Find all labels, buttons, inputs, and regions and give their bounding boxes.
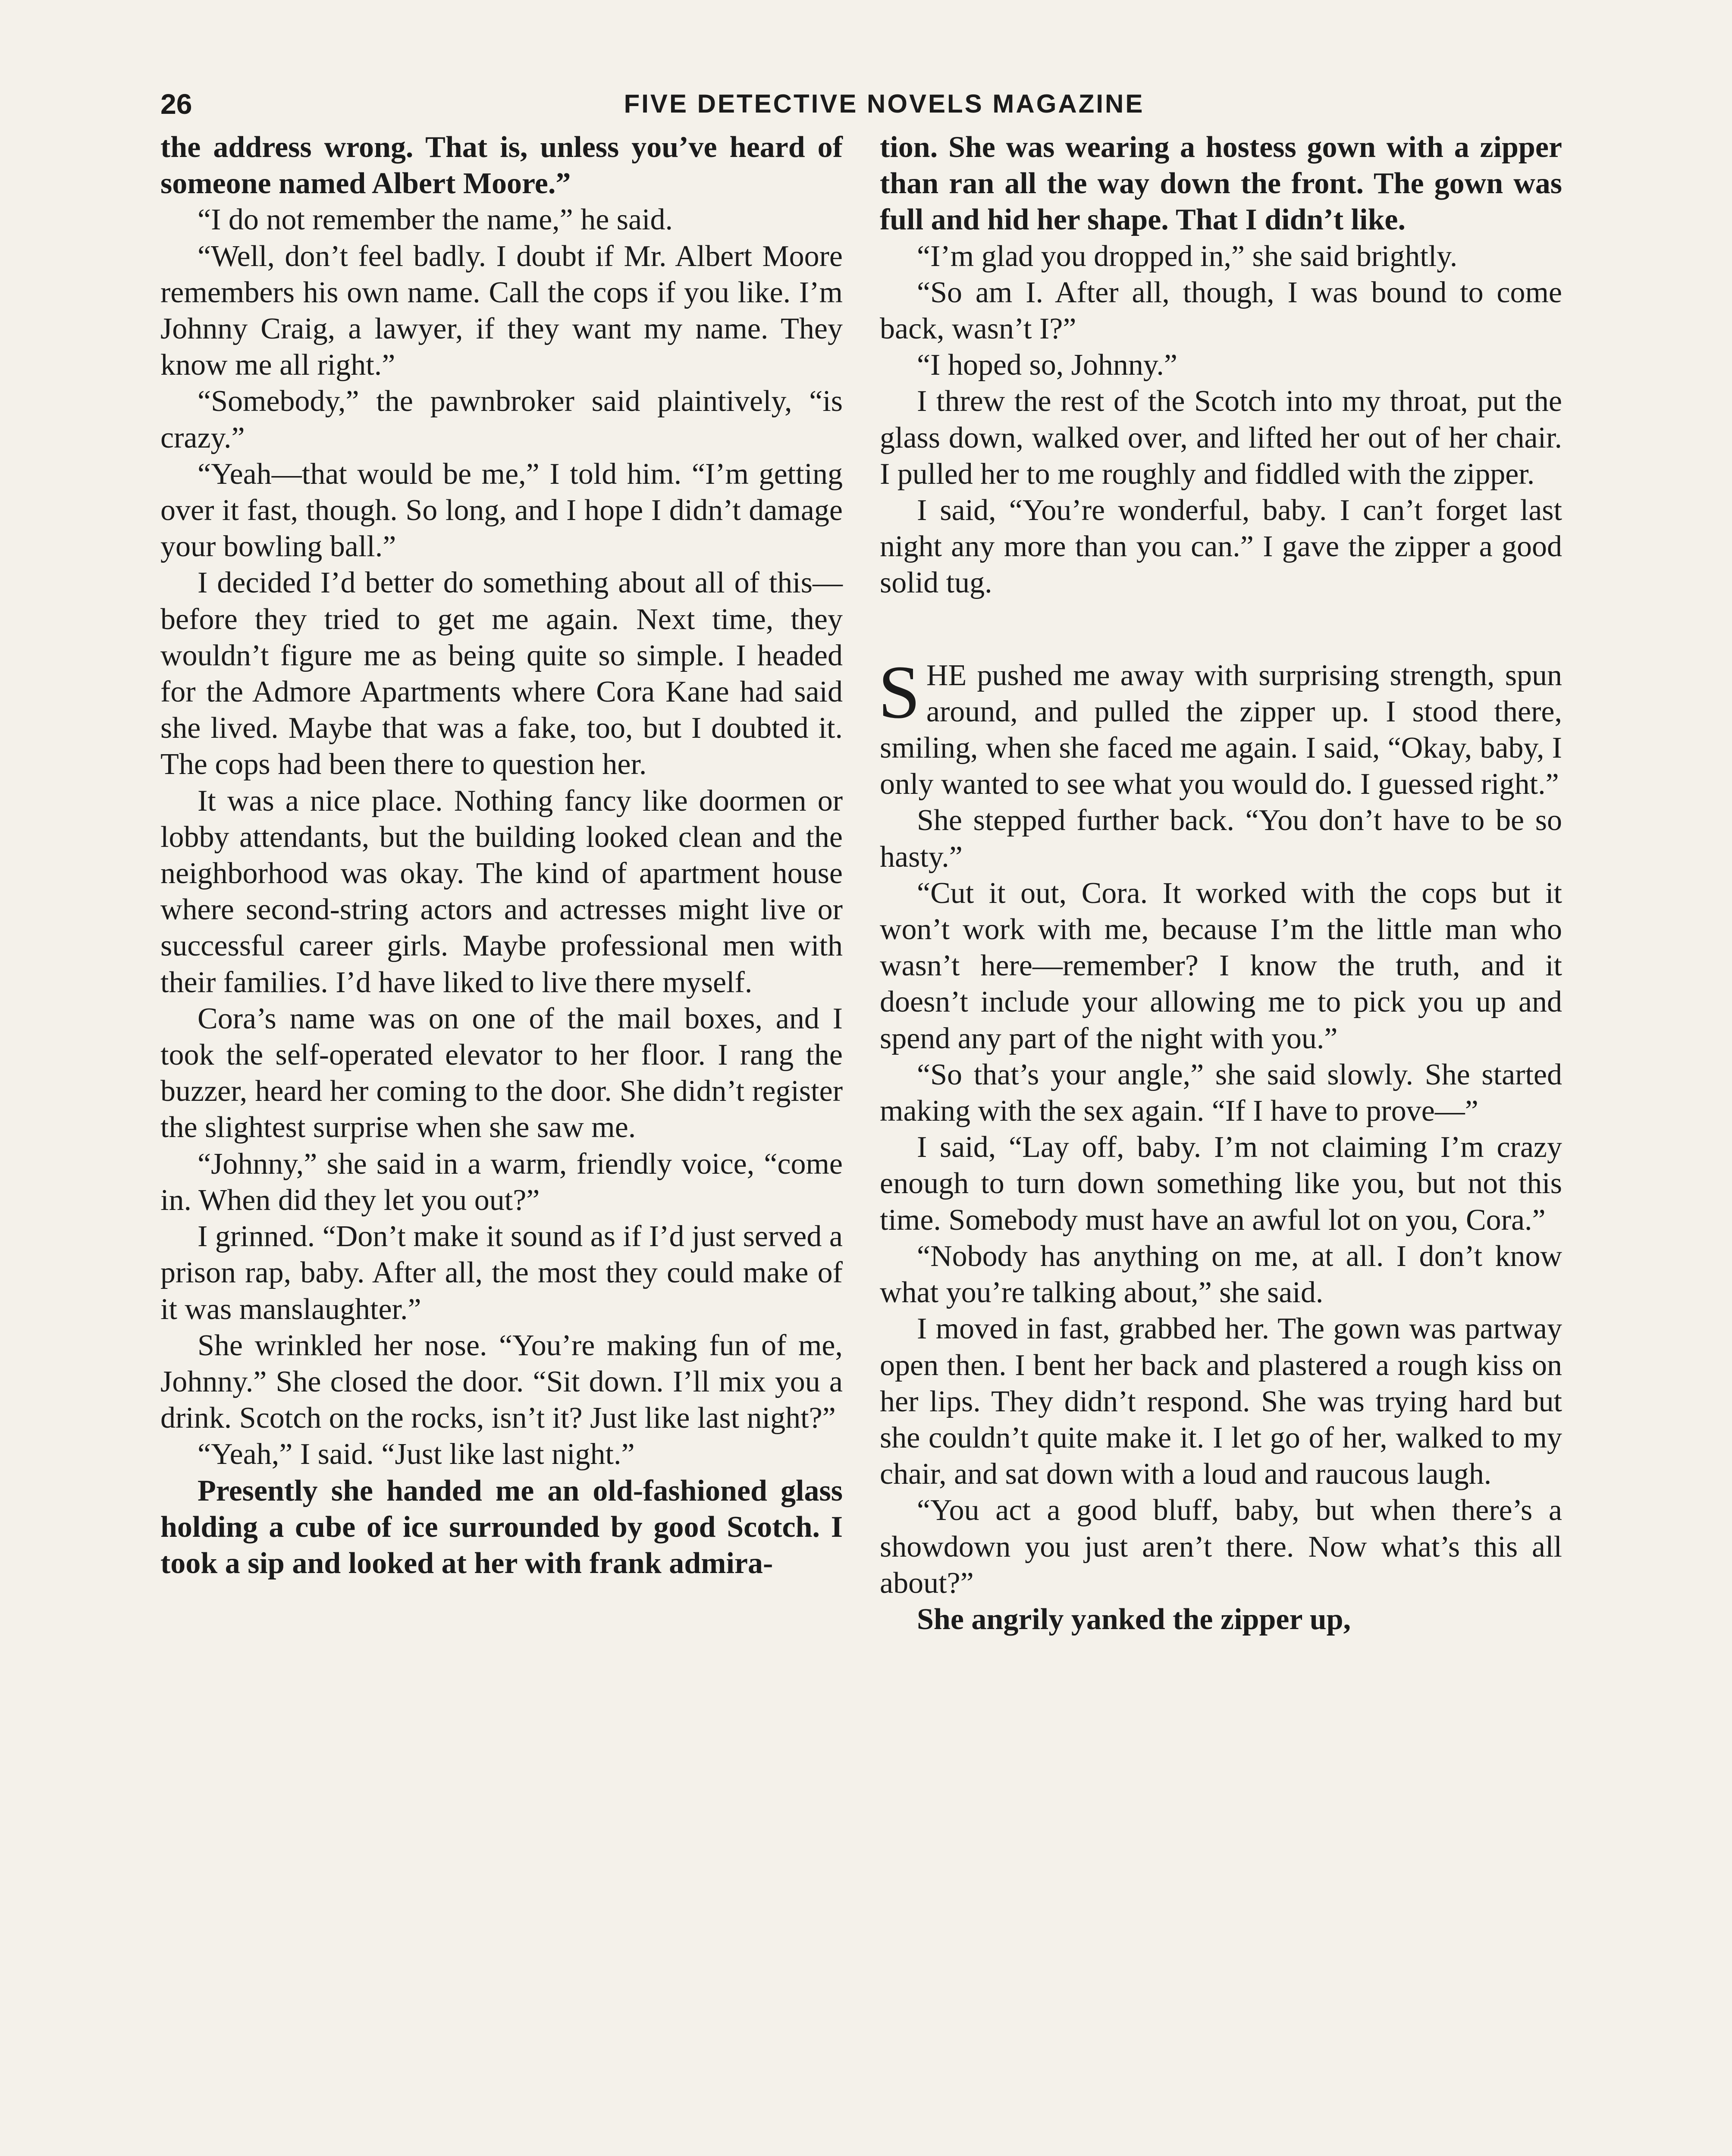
page-number: 26: [160, 88, 192, 120]
left-column: [160, 129, 843, 1582]
drop-cap: S: [878, 650, 920, 734]
paragraph: “You act a good bluff, baby, but when there’s a showdown you just aren’t there. Now what’s this all about?”: [880, 1494, 1562, 1600]
running-head: FIVE DETECTIVE NOVELS MAGAZINE: [624, 89, 1145, 118]
paragraph: the address wrong. That is, unless you’ve heard of someone named Albert Moore.”: [160, 131, 843, 201]
paragraph: Presently she handed me an old-fashioned glass holding a cube of ice surrounded by good Scotch. I took a sip and looked at her with frank admira-: [160, 1474, 843, 1580]
paragraph: tion. She was wearing a hostess gown with a zipper than ran all the way down the front. The gown was full and hid her shape. That I didn’t like.: [880, 131, 1562, 237]
paragraph: I said, “Lay off, baby. I’m not claiming I’m crazy enough to turn down something like you, but not this time. Somebody must have an awful lot on you, Cora.”: [880, 1131, 1562, 1237]
paragraph: I moved in fast, grabbed her. The gown was partway open then. I bent her back and plastered a rough kiss on her lips. They didn’t respond. She was trying hard but she couldn’t quite make it. I let go of her, walked to my chair, and sat down with a loud and raucous laugh.: [880, 1312, 1562, 1491]
paragraph: “So am I. After all, though, I was bound to come back, wasn’t I?”: [880, 276, 1562, 346]
page-header: [160, 85, 1608, 123]
paragraph: She angrily yanked the zipper up,: [917, 1602, 1351, 1636]
paragraph: She wrinkled her nose. “You’re making fun of me, Johnny.” She closed the door. “Sit down. I’ll mix you a drink. Scotch on the rocks, isn’t it? Just like last night?”: [160, 1329, 843, 1435]
paragraph: “Nobody has anything on me, at all. I don’t know what you’re talking about,” she said.: [880, 1239, 1562, 1310]
paragraph: “Yeah—that would be me,” I told him. “I’m getting over it fast, though. So long, and I hope I didn’t damage your bowling ball.”: [160, 457, 843, 564]
paragraph: “Johnny,” she said in a warm, friendly voice, “come in. When did they let you out?”: [160, 1147, 843, 1217]
paragraph: “Somebody,” the pawnbroker said plaintively, “is crazy.”: [160, 385, 843, 454]
paragraph: I decided I’d better do something about all of this—before they tried to get me again. Next time, they wouldn’t figure me as being quite so simple. I headed for the Admore Apartments where Cora Kane had said she lived. Maybe that was a fake, too, but I doubted it. The cops had been there to question her.: [160, 566, 843, 781]
paragraph: “Cut it out, Cora. It worked with the cops but it won’t work with me, because I’m the little man who wasn’t here—remember? I know the truth, and it doesn’t include your allowing me to pick you up and spend any part of the night with you.”: [880, 876, 1562, 1055]
paragraph: Cora’s name was on one of the mail boxes, and I took the self-operated elevator to her floor. I rang the buzzer, heard her coming to the door. She didn’t register the slightest surprise when she saw me.: [160, 1002, 843, 1144]
paragraph: “Yeah,” I said. “Just like last night.”: [198, 1438, 635, 1471]
paragraph: I threw the rest of the Scotch into my throat, put the glass down, walked over, and lifted her out of her chair. I pulled her to me roughly and fiddled with the zipper.: [880, 385, 1562, 491]
paragraph: “I’m glad you dropped in,” she said brightly.: [917, 239, 1458, 273]
paragraph: “So that’s your angle,” she said slowly. She started making with the sex again. “If I have to prove—”: [880, 1058, 1562, 1128]
paragraph: “Well, don’t feel badly. I doubt if Mr. Albert Moore remembers his own name. Call the cops if you like. I’m Johnny Craig, a lawyer, if they want my name. They know me all right.”: [160, 239, 843, 382]
section-opening-paragraph: [878, 650, 1562, 803]
paragraph: I grinned. “Don’t make it sound as if I’d just served a prison rap, baby. After all, the most they could make of it was manslaughter.”: [160, 1220, 843, 1326]
right-column: [880, 129, 1562, 1638]
paragraph: “I hoped so, Johnny.”: [917, 348, 1177, 382]
paragraph: It was a nice place. Nothing fancy like doormen or lobby attendants, but the building looked clean and the neighborhood was okay. The kind of apartment house where second-string actors and actresses might live or successful career girls. Maybe professional men with their families. I’d have liked to live there myself.: [160, 784, 843, 999]
paragraph: “I do not remember the name,” he said.: [198, 203, 673, 237]
paragraph: I said, “You’re wonderful, baby. I can’t forget last night any more than you can.” I gave the zipper a good solid tug.: [880, 494, 1562, 600]
paragraph: She stepped further back. “You don’t have to be so hasty.”: [880, 804, 1562, 874]
paragraph-text: HE pushed me away with surprising strength, spun around, and pulled the zipper up. I stood there, smiling, when she faced me again. I said, “Okay, baby, I only wanted to see what you would do. I guessed right.”: [880, 658, 1562, 801]
